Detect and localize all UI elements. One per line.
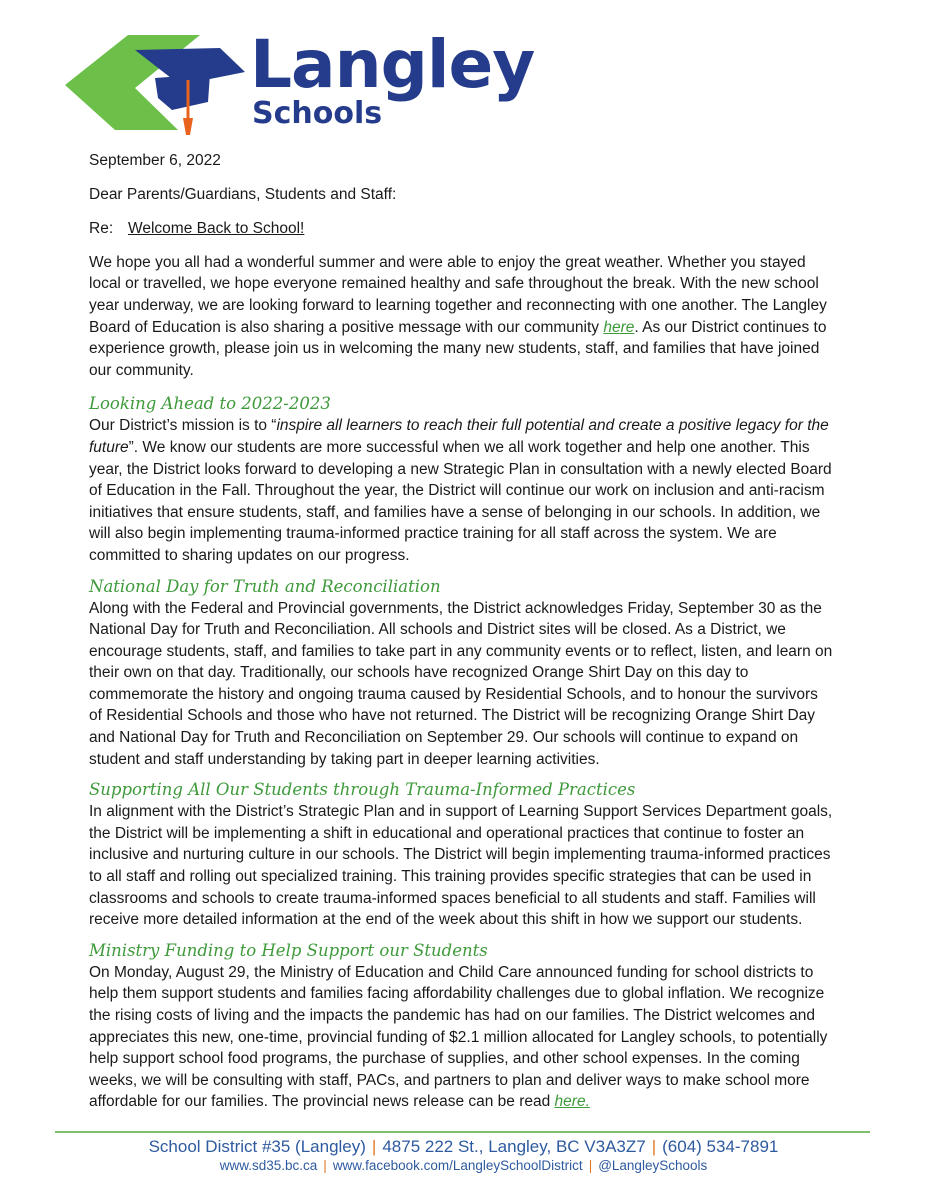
section-body-ministry-funding xyxy=(89,962,834,1113)
graduation-cap-icon xyxy=(60,30,250,140)
footer-web-line xyxy=(0,1157,927,1175)
logo-subtitle: Schools xyxy=(252,96,383,131)
footer-separator: | xyxy=(323,1158,327,1173)
footer-phone: (604) 534-7891 xyxy=(662,1137,779,1156)
letter-salutation: Dear Parents/Guardians, Students and Staff: xyxy=(89,185,397,203)
funding-text: On Monday, August 29, the Ministry of Education and Child Care announced funding for school districts to help them support students and families facing affordability challenges due to global inflation. We recognize the rising costs of living and the impacts the pandemic has had on our families. The District welcomes and appreciates this new, one-time, provincial funding of $2.1 million allocated for Langley schools, to potentially help support school food programs, the purchase of supplies, and other school expenses. In the coming weeks, we will be consulting with staff, PACs, and partners to plan and deliver ways to make school more affordable for our families. The provincial news release can be read xyxy=(89,963,828,1111)
intro-text: We hope you all had a wonderful summer and were able to enjoy the great weather. Whether you stayed local or travelled, we hope everyone remained healthy and safe throughout the break. With the new school year underway, we are looking forward to learning together and reconnecting with one another. The Langley Board of Education is also sharing a positive message with our community xyxy=(89,253,827,336)
logo-wordmark: Langley xyxy=(250,26,535,103)
section-body-truth-reconciliation: Along with the Federal and Provincial governments, the District acknowledges Friday, September 30 as the National Day for Truth and Reconciliation. All schools and District sites will be closed. As a District, we encourage students, staff, and families to take part in any community events or to reflect, listen, and learn on their own on that day. Traditionally, our schools have recognized Orange Shirt Day on this day to commemorate the history and ongoing trauma caused by Residential Schools, and to honour the survivors of Residential Schools and those who have not returned. The District will be recognizing Orange Shirt Day and National Day for Truth and Reconciliation on September 29. Our schools will continue to expand on student and staff understanding by taking part in deeper learning activities. xyxy=(89,599,833,768)
news-release-link[interactable]: here. xyxy=(554,1093,590,1111)
section-heading-ministry-funding: Ministry Funding to Help Support our Students xyxy=(89,940,488,960)
langley-schools-logo xyxy=(60,26,535,140)
re-label: Re: xyxy=(89,220,114,238)
footer-separator: | xyxy=(651,1137,657,1156)
letter-subject: Welcome Back to School! xyxy=(128,220,305,238)
letter-body xyxy=(89,150,834,1122)
letter-subject-line xyxy=(89,218,834,240)
section-body-trauma-informed: In alignment with the District’s Strategic Plan and in support of Learning Support Services Department goals, the District will be implementing a shift in educational and operational practices that continue to foster an inclusive and nurturing culture in our schools. The District will begin implementing trauma-informed practices to all staff and rolling out specialized training. This training provides specific strategies that can be used in classrooms and schools to create trauma-informed spaces beneficial to all students and staff. Families will receive more detailed information at the end of the week about this shift in how we support our students. xyxy=(89,803,833,929)
footer-social-handle[interactable]: @LangleySchools xyxy=(598,1158,708,1173)
section-body-looking-ahead xyxy=(89,415,834,566)
section-heading-trauma-informed: Supporting All Our Students through Trauma-Informed Practices xyxy=(89,780,636,800)
footer-separator: | xyxy=(588,1158,593,1173)
footer-separator: | xyxy=(371,1137,377,1156)
mission-statement: inspire all learners to reach their full potential and create a positive legacy for the future xyxy=(89,417,829,456)
footer-address: 4875 222 St., Langley, BC V3A3Z7 xyxy=(382,1137,646,1156)
intro-text-continued: . As our District continues to experience growth, please join us in welcoming the many new students, staff, and families that have joined our community. xyxy=(89,318,827,379)
footer-facebook[interactable]: www.facebook.com/LangleySchoolDistrict xyxy=(332,1158,583,1173)
board-message-link[interactable]: here xyxy=(603,318,635,336)
mission-intro: Our District’s mission is to “ xyxy=(89,417,277,435)
section-heading-truth-reconciliation: National Day for Truth and Reconciliation xyxy=(89,576,441,596)
section-heading-looking-ahead: Looking Ahead to 2022-2023 xyxy=(89,394,331,414)
footer-website[interactable]: www.sd35.bc.ca xyxy=(219,1158,318,1173)
intro-paragraph xyxy=(89,252,834,382)
footer-district: School District #35 (Langley) xyxy=(148,1137,366,1156)
letter-date: September 6, 2022 xyxy=(89,152,221,169)
footer-divider xyxy=(55,1131,870,1133)
footer-contact-line xyxy=(0,1136,927,1158)
mission-body: ”. We know our students are more successful when we all work together and help one another. This year, the District looks forward to developing a new Strategic Plan in consultation with a newly elected Board of Education in the Fall. Throughout the year, the District will continue our work on inclusion and anti-racism initiatives that ensure students, staff, and families have a sense of belonging in our schools. In addition, we will also begin implementing trauma-informed practice training for all staff across the system. We are committed to sharing updates on our progress. xyxy=(89,438,832,564)
